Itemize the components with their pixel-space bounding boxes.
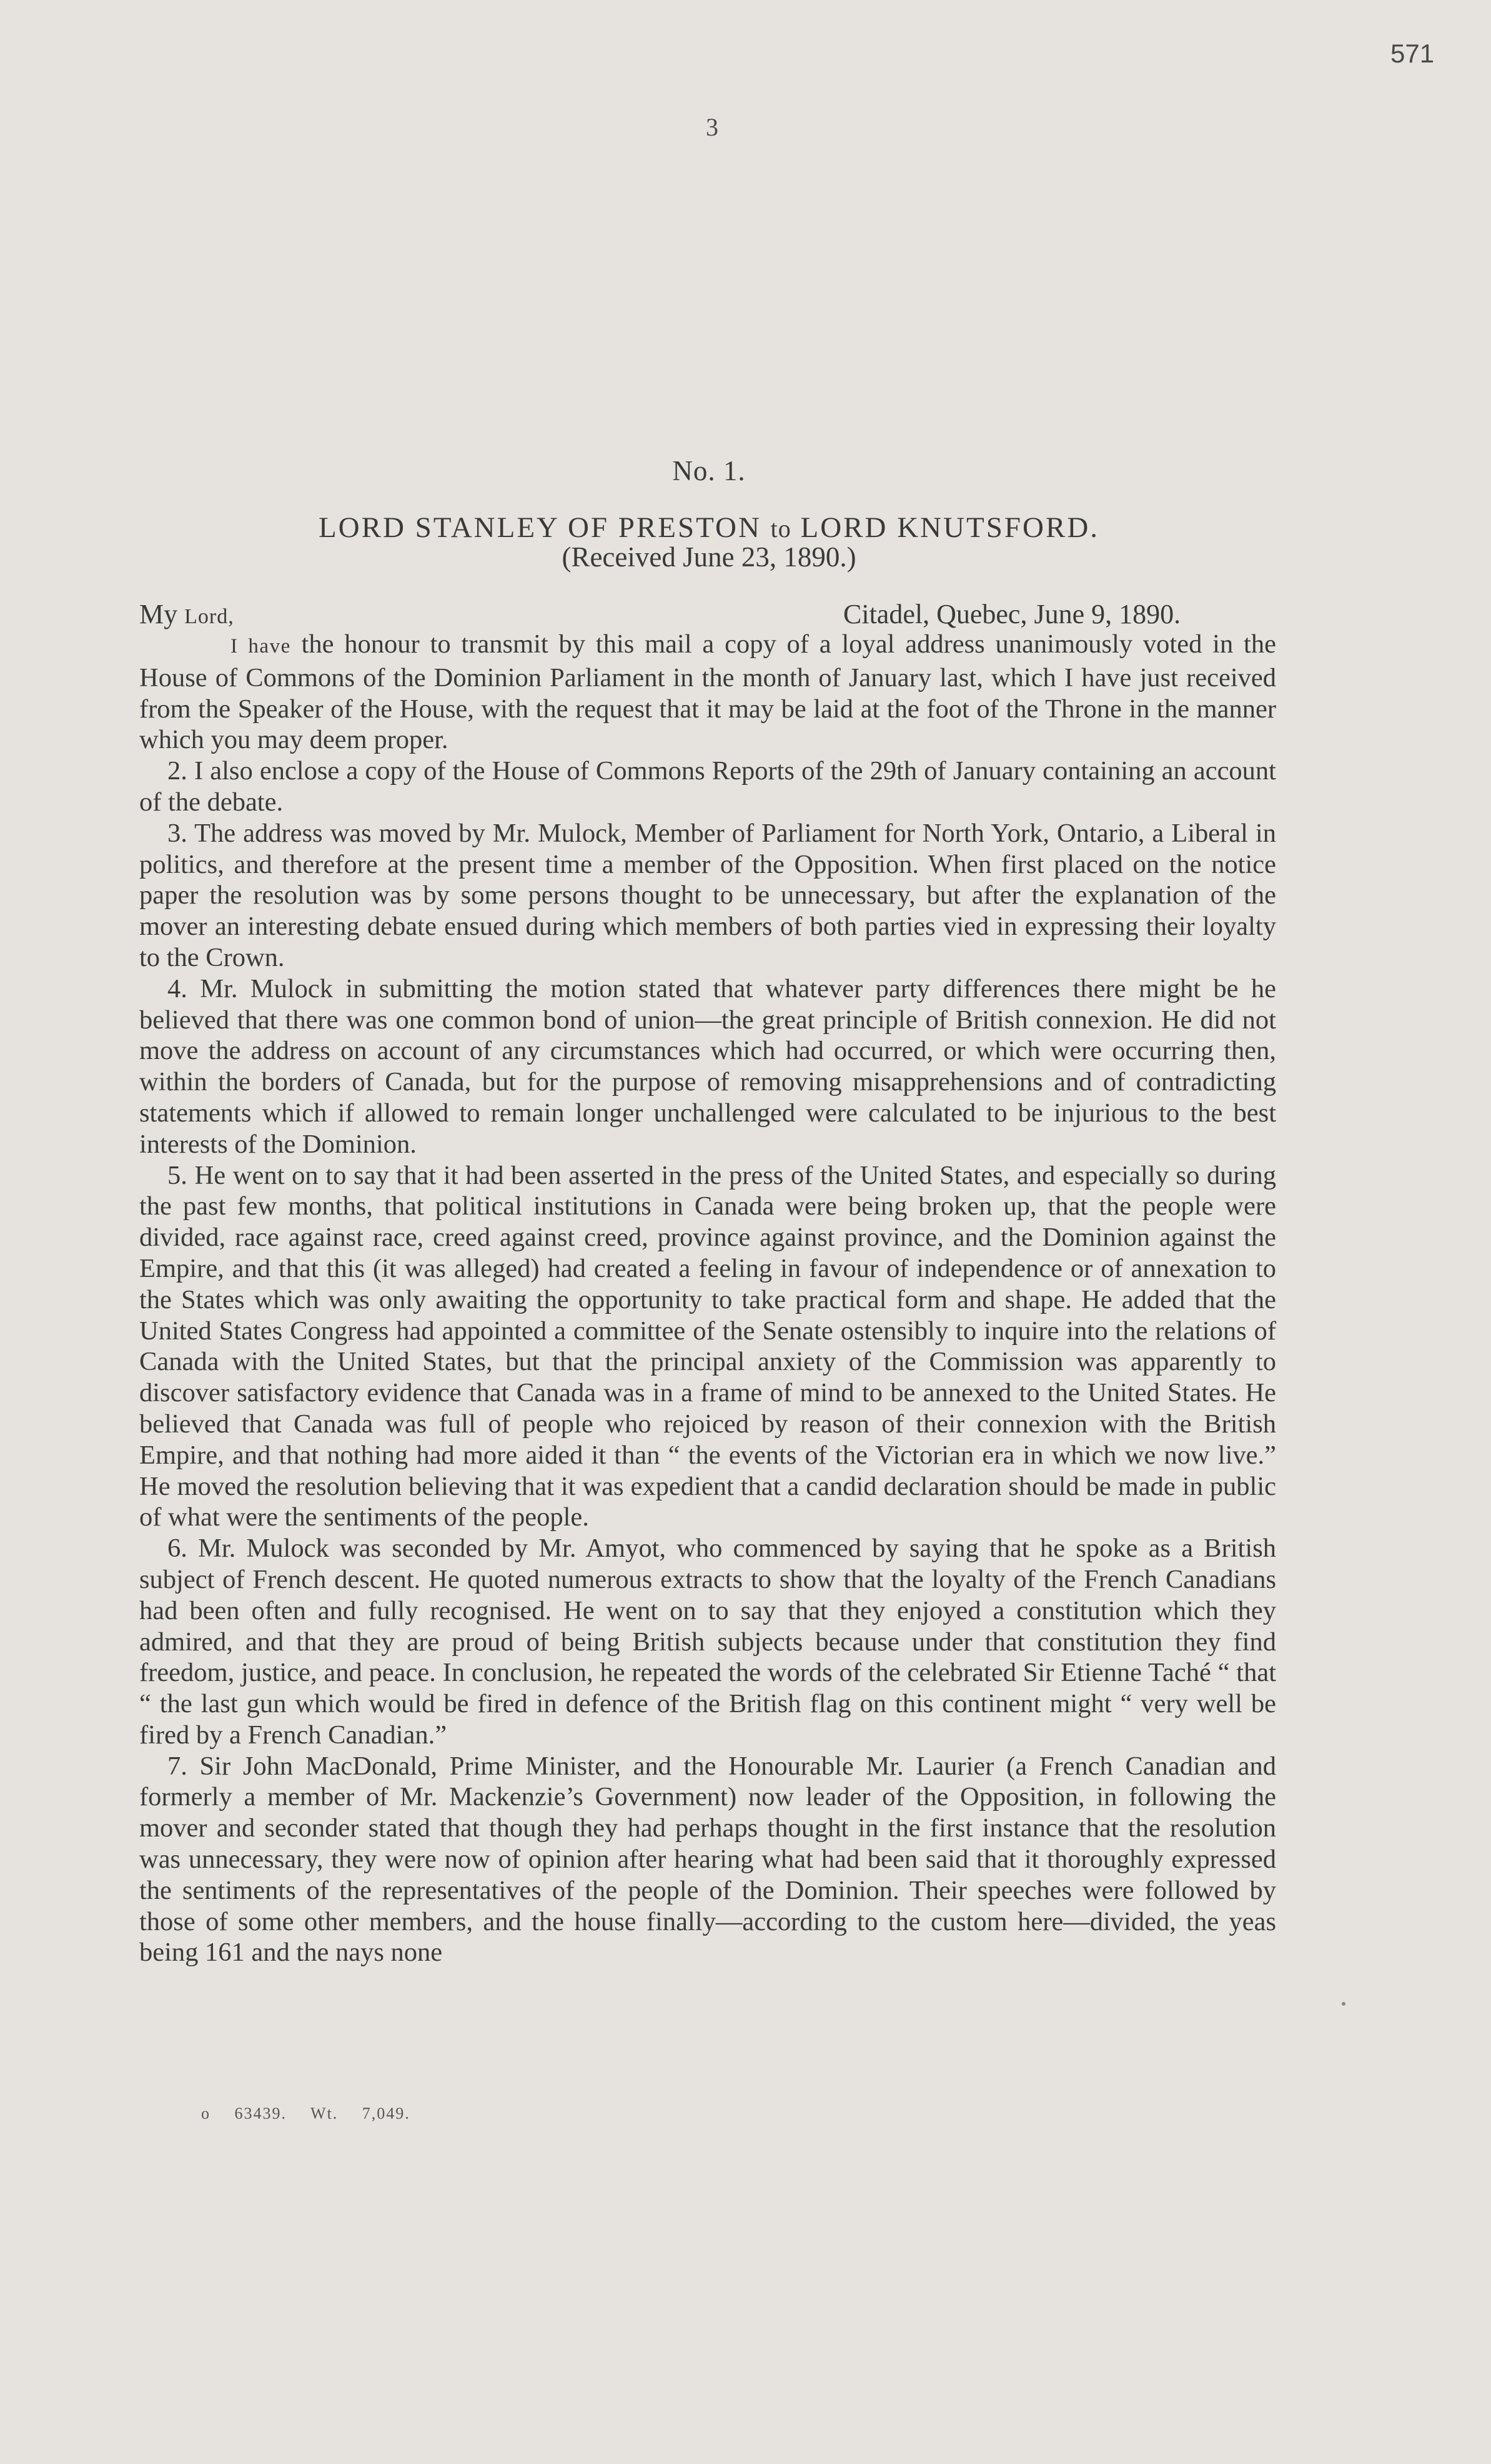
salutation-my: My <box>139 599 178 629</box>
paragraph-5: 5. He went on to say that it had been asserted in the press of the United States, and especially so during the past few months, that political institutions in Canada were being broken up, that the people were divided, race against race, creed against creed, province against province, and the Dominion against the Empire, and that this (it was alleged) had created a feeling in favour of independence or of annexation to the States which was only awaiting the opportunity to take practical form and shape. He added that the United States Congress had appointed a committee of the Senate ostensibly to inquire into the relations of Canada with the United States, but that the principal anxiety of the Commission was apparently to discover satisfactory evidence that Canada was in a frame of mind to be annexed to the United States. He believed that Canada was full of people who rejoiced by reason of their connexion with the British Empire, and that nothing had more aided it than “ the events of the Victorian era in which we now live.” He moved the resolution believing that it was expedient that a candid declaration should be made in public of what were the sentiments of the people. <box>139 1160 1276 1532</box>
document-title <box>0 511 1418 545</box>
title-sender: LORD STANLEY OF PRESTON <box>318 511 761 544</box>
archive-page-number: 571 <box>1390 39 1435 68</box>
title-recipient: LORD KNUTSFORD. <box>800 511 1100 544</box>
paragraph-3: 3. The address was moved by Mr. Mulock, Member of Parliament for North York, Ontario, a Liberal in politics, and therefore at the present time a member of the Opposition. When first placed on the notice paper the resolution was by some persons thought to be unnecessary, but after the explanation of the mover an interesting debate ensued during which members of both parties vied in expressing their loyalty to the Crown. <box>139 818 1276 972</box>
paragraph-1-text: the honour to transmit by this mail a copy of a loyal address unanimously voted in the House of Commons of the Dominion Parliament in the month of January last, which I have just received from the Speaker of the House, with the request that it may be laid at the foot of the Throne in the manner which you may deem proper. <box>139 629 1276 755</box>
document-number: No. 1. <box>672 455 746 486</box>
paragraph-4: 4. Mr. Mulock in submitting the motion stated that whatever party differences there might be he believed that there was one common bond of union—the great principle of British connexion. He did not move the address on account of any circumstances which had occurred, or which were occurring then, within the borders of Canada, but for the purpose of removing misapprehensions and of contradicting statements which if allowed to remain longer unchallenged were calculated to be injurious to the best interests of the Dominion. <box>139 973 1276 1159</box>
salutation-lord: Lord, <box>184 605 234 628</box>
paragraph-1 <box>139 629 1276 756</box>
printer-code: o 63439. Wt. 7,049. <box>201 2104 410 2122</box>
paper-speck <box>1342 2002 1345 2006</box>
letter-body <box>139 629 1276 1968</box>
paragraph-1-lead: I have <box>230 635 291 658</box>
paragraph-6: 6. Mr. Mulock was seconded by Mr. Amyot, who commenced by saying that he spoke as a British subject of French descent. He quoted numerous extracts to show that the loyalty of the French Canadians had been often and fully recognised. He went on to say that they enjoyed a constitution which they admired, and that they are proud of being British subjects because under that constitution they find freedom, justice, and peace. In conclusion, he repeated the words of the celebrated Sir Etienne Taché “ that “ the last gun which would be fired in defence of the British flag on this continent might “ very well be fired by a French Canadian.” <box>139 1534 1276 1750</box>
salutation <box>139 598 234 630</box>
paragraph-7: 7. Sir John MacDonald, Prime Minister, and the Honourable Mr. Laurier (a French Canadian and formerly a member of Mr. Mackenzie’s Government) now leader of the Opposition, in following the mover and seconder stated that though they had perhaps thought in the first instance that the resolution was unnecessary, they were now of opinion after hearing what had been said that it thoroughly expressed the sentiments of the representatives of the people of the Dominion. Their speeches were followed by those of some other members, and the house finally—according to the custom here—divided, the yeas being 161 and the nays none <box>139 1751 1276 1968</box>
dateline: Citadel, Quebec, June 9, 1890. <box>843 599 1181 629</box>
page-number: 3 <box>706 113 718 141</box>
title-to: to <box>770 515 791 543</box>
paragraph-2: 2. I also enclose a copy of the House of Commons Reports of the 29th of January containing an account of the debate. <box>139 756 1276 817</box>
received-date: (Received June 23, 1890.) <box>562 541 856 573</box>
